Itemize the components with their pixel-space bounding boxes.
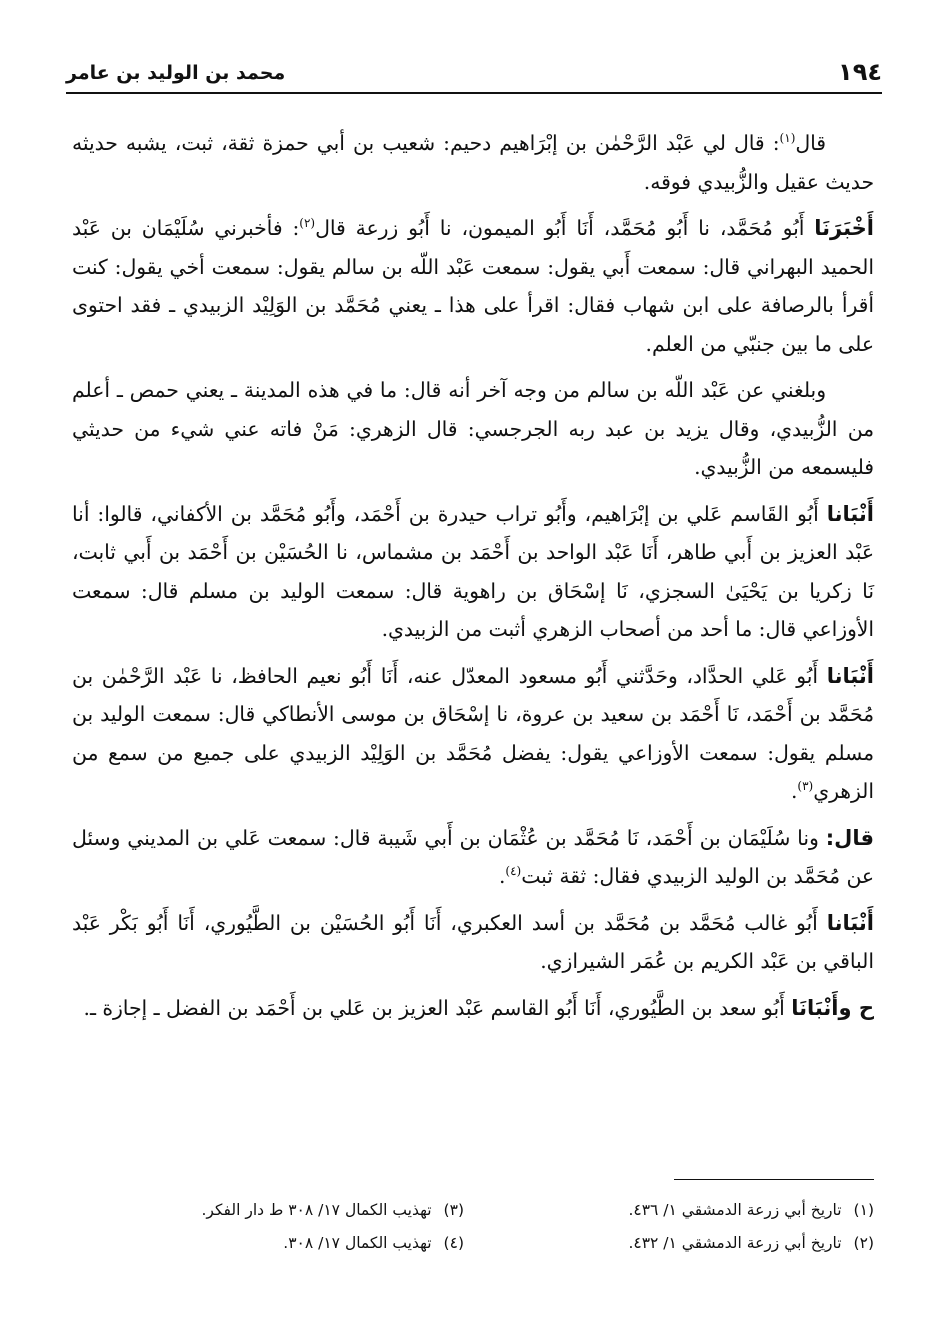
paragraph: أَنْبَانا أَبُو غالب مُحَمَّد بن مُحَمَّد بن أسد العكبري، أَنَا أَبُو الحُسَيْن بن الطَّيُوري، أَنَا أَبُو بَكْر عَبْد الباقي بن عَبْد الكريم بن عُمَر الشيرازي.: [72, 910, 874, 973]
footnote-ref: (٣): [797, 779, 814, 793]
paragraph: وبلغني عن عَبْد اللّه بن سالم من وجه آخر أنه قال: ما في هذه المدينة ـ يعني حمص ـ أعلم من الزُّبيدي، وقال يزيد بن عبد ربه الجرجسي: قال الزهري: مَنْ فاته عني شيء من حديثي فليسمعه من الزُّبيدي.: [72, 378, 874, 479]
isnad-keyword: ح وأَنْبَانَا: [791, 995, 874, 1020]
paragraph: أَخْبَرَنَا أَبُو مُحَمَّد، نا أَبُو مُحَمَّد، أَنَا أَبُو الميمون، نا أَبُو زرعة قال$^{(٢)}$: فأخبرني سُلَيْمَان بن عَبْد الحميد البهراني قال: سمعت أَبي يقول: سمعت عَبْد اللّه بن سالم يقول: سمعت أخي يقول: كنت أقرأ بالرصافة على ابن شهاب فقال: اقرأ على هذا ـ يعني مُحَمَّد بن الوَلِيْد الزبيدي ـ فقد احتوى على ما بين جنبّي من العلم.: [72, 216, 874, 356]
page-header: [66, 52, 882, 94]
page-number: ١٩٤: [838, 58, 882, 86]
footnote-column: [474, 1194, 874, 1260]
main-text: [72, 124, 874, 1035]
paragraph: أَنْبَانا أَبُو القَاسم عَلي بن إبْرَاهيم، وأَبُو تراب حيدرة بن أَحْمَد، وأَبُو مُحَمَّد بن الأكفاني، قالوا: أنا عَبْد العزيز بن أَبي طاهر، أَنَا عَبْد الواحد بن أَحْمَد بن مشماس، نا الحُسَيْن بن أَحْمَد بن أَبي ثابت، نَا زكريا بن يَحْيَىٰ السجزي، نَا إسْحَاق بن راهوية قال: سمعت الوليد بن مسلم قال: سمعت الأوزاعي قال: ما أحد من أصحاب الزهري أثبت من الزبيدي.: [72, 501, 874, 641]
isnad-keyword: قال:: [825, 825, 874, 850]
running-title: محمد بن الوليد بن عامر: [66, 62, 286, 84]
paragraph: ح وأَنْبَانَا أَبُو سعد بن الطَّيُوري، أَنَا أَبُو القاسم عَبْد العزيز بن عَلي بن أَحْمَد بن الفضل ـ إجازة ـ.: [83, 995, 874, 1020]
footnote: (١)تاريخ أبي زرعة الدمشقي ١/ ٤٣٦.: [628, 1201, 874, 1219]
isnad-keyword: أَنْبَانا: [826, 910, 874, 935]
paragraph: قال: ونا سُلَيْمَان بن أَحْمَد، نَا مُحَمَّد بن عُثْمَان بن أَبي شَيبة قال: سمعت عَلي بن المديني وسئل عن مُحَمَّد بن الوليد الزبيدي فقال: ثقة ثبت$^{(٤)}$.: [72, 825, 874, 888]
isnad-keyword: أَنْبَانا: [826, 663, 874, 688]
footnote-divider: [674, 1179, 874, 1180]
footnote-column: [64, 1194, 464, 1260]
isnad-keyword: أَخْبَرَنَا: [814, 216, 874, 240]
paragraph: أَنْبَانا أَبُو عَلي الحدَّاد، وحَدَّثني أَبُو مسعود المعدّل عنه، أَنَا أَبُو نعيم الحافظ، نا عَبْد الرَّحْمٰن بن مُحَمَّد بن أَحْمَد، نَا أَحْمَد بن سعيد بن عروة، نا إسْحَاق بن موسى الأنطاكي قال: سمعت الوليد بن مسلم يقول: سمعت الأوزاعي يقول: يفضل مُحَمَّد بن الوَلِيْد الزبيدي على جميع من سمع من الزهري$^{(٣)}$.: [72, 663, 874, 803]
footnote: (٣)تهذيب الكمال ١٧/ ٣٠٨ ط دار الفكر.: [201, 1201, 464, 1219]
isnad-keyword: أَنْبَانا: [826, 501, 874, 526]
footnote-ref: (١): [779, 131, 796, 145]
footnote: (٤)تهذيب الكمال ١٧/ ٣٠٨.: [283, 1234, 464, 1252]
footnote: (٢)تاريخ أبي زرعة الدمشقي ١/ ٤٣٢.: [628, 1234, 874, 1252]
footnote-ref: (٤): [505, 864, 522, 878]
paragraph: قال$^{(١)}$: قال لي عَبْد الرَّحْمٰن بن إبْرَاهيم دحيم: شعيب بن أبي حمزة ثقة، ثبت، يشبه حديثه حديث عقيل والزُّبيدي فوقه.: [72, 131, 874, 194]
footnote-ref: (٢): [299, 216, 316, 230]
